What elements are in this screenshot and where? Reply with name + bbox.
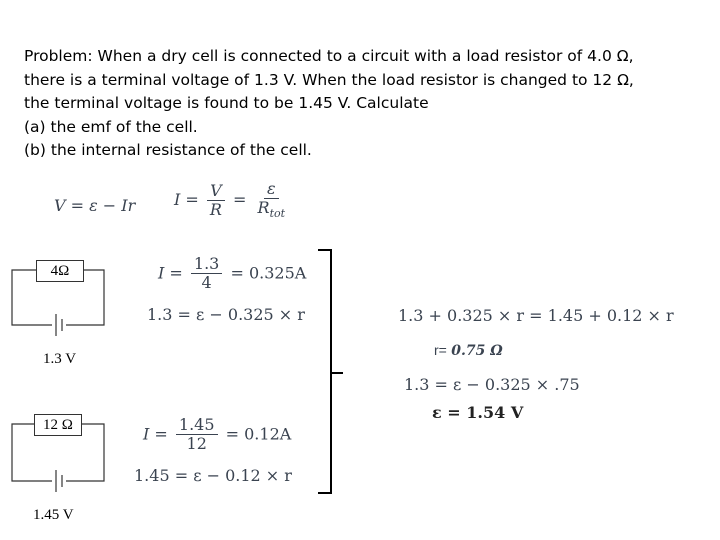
circuit1-equation: 1.3 = ε − 0.325 × r — [147, 305, 305, 324]
terminal-voltage-formula: V = ε − Ir — [54, 196, 136, 215]
circuit2-voltage-label: 1.45 V — [33, 507, 74, 523]
problem-line: Problem: When a dry cell is connected to a circuit with a load resistor of 4.0 Ω, — [24, 47, 634, 65]
fraction — [191, 255, 222, 293]
bracket — [318, 250, 331, 493]
internal-resistance-result — [434, 342, 503, 359]
r-label: r= — [434, 342, 447, 358]
emf-equation: 1.3 = ε − 0.325 × .75 — [404, 375, 580, 394]
rtot-subscript: tot — [269, 207, 286, 221]
current-result: = 0.12A — [225, 424, 292, 444]
current-result: = 0.325A — [230, 263, 307, 283]
fraction-denominator: 4 — [201, 273, 212, 293]
circuit2-resistor: 12 Ω — [34, 414, 82, 436]
circuit2-current — [143, 416, 291, 454]
fraction-denominator: 12 — [186, 434, 207, 454]
circuit2-equation: 1.45 = ε − 0.12 × r — [134, 466, 292, 485]
current-formula-lhs: I = — [174, 190, 199, 210]
fraction-numerator: ε — [264, 180, 279, 199]
problem-line: there is a terminal voltage of 1.3 V. When the load resistor is changed to 12 Ω, — [24, 70, 634, 89]
current-lhs: I = — [143, 424, 168, 444]
circuit1-current — [158, 255, 306, 293]
circuit1-resistor: 4Ω — [36, 260, 84, 282]
circuit1-voltage-label: 1.3 V — [43, 351, 77, 367]
current-lhs: I = — [158, 263, 183, 283]
fraction — [176, 416, 218, 454]
fraction-denominator: R — [209, 200, 222, 220]
problem-line: the terminal voltage is found to be 1.45 V. Calculate — [24, 94, 429, 112]
problem-line: (b) the internal resistance of the cell. — [24, 141, 312, 159]
r-value: 0.75 Ω — [451, 343, 503, 359]
rtot-base: R — [257, 198, 270, 218]
equals-sign: = — [233, 190, 247, 210]
combined-equation: 1.3 + 0.325 × r = 1.45 + 0.12 × r — [398, 306, 674, 325]
fraction-numerator: 1.3 — [191, 255, 222, 274]
fraction-numerator: 1.45 — [176, 416, 218, 435]
emf-result: ε = 1.54 V — [432, 403, 524, 422]
problem-line: (a) the emf of the cell. — [24, 117, 198, 136]
fraction-numerator: V — [207, 182, 225, 201]
